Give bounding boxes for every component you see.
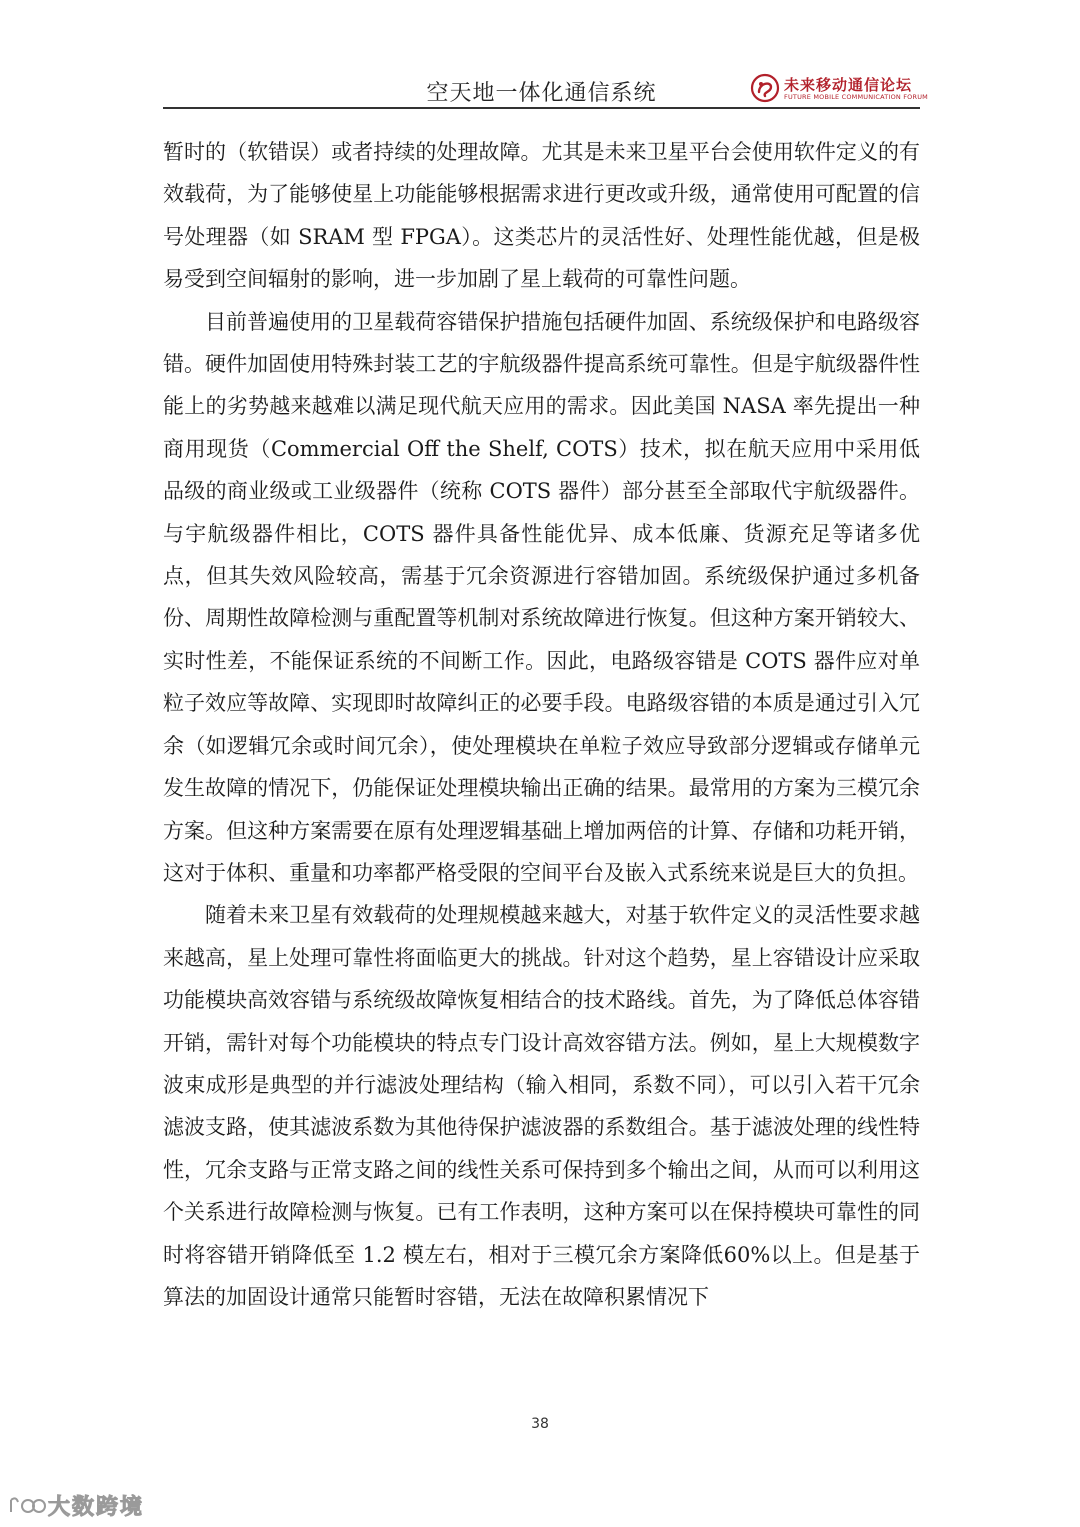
forum-logo-en: FUTURE MOBILE COMMUNICATION FORUM — [784, 93, 928, 101]
header-title: 空天地一体化通信系统 — [426, 81, 657, 106]
forum-logo-cn: 未来移动通信论坛 — [784, 76, 913, 94]
paragraph: 目前普遍使用的卫星载荷容错保护措施包括硬件加固、系统级保护和电路级容错。硬件加固使用特殊封装工艺的宇航级器件提高系统可靠性。但是宇航级器件性能上的劣势越来越难以满足现代航天应用的需求。因此美国 NASA 率先提出一种商用现货（Commercial Off the Shelf, COTS）技术，拟在航天应用中采用低品级的商业级或工业级器件（统称 COTS 器件）部分甚至全部取代宇航级器件。与宇航级器件相比，COTS 器件具备性能优异、成本低廉、货源充足等诸多优点，但其失效风险较高，需基于冗余资源进行容错加固。系统级保护通过多机备份、周期性故障检测与重配置等机制对系统故障进行恢复。但这种方案开销较大、实时性差，不能保证系统的不间断工作。因此，电路级容错是 COTS 器件应对单粒子效应等故障、实现即时故障纠正的必要手段。电路级容错的本质是通过引入冗余（如逻辑冗余或时间冗余），使处理模块在单粒子效应导致部分逻辑或存储单元发生故障的情况下，仍能保证处理模块输出正确的结果。最常用的方案为三模冗余方案。但这种方案需要在原有处理逻辑基础上增加两倍的计算、存储和功耗开销，这对于体积、重量和功率都严格受限的空间平台及嵌入式系统来说是巨大的负担。 — [163, 309, 920, 885]
page-number: 38 — [531, 1416, 549, 1432]
forum-logo — [750, 73, 928, 105]
paragraph: 暂时的（软错误）或者持续的处理故障。尤其是未来卫星平台会使用软件定义的有效载荷，为了能够使星上功能能够根据需求进行更改或升级，通常使用可配置的信号处理器（如 SRAM 型 FPGA）。这类芯片的灵活性好、处理性能优越，但是极易受到空间辐射的影响，进一步加剧了星上载荷的可靠性问题。 — [163, 140, 920, 292]
header-rule — [163, 107, 920, 109]
watermark-logo-icon — [8, 1492, 46, 1518]
paragraph: 随着未来卫星有效载荷的处理规模越来越大，对基于软件定义的灵活性要求越来越高，星上处理可靠性将面临更大的挑战。针对这个趋势，星上容错设计应采取功能模块高效容错与系统级故障恢复相结合的技术路线。首先，为了降低总体容错开销，需针对每个功能模块的特点专门设计高效容错方法。例如，星上大规模数字波束成形是典型的并行滤波处理结构（输入相同，系数不同），可以引入若干冗余滤波支路，使其滤波系数为其他待保护滤波器的系数组合。基于滤波处理的线性特性，冗余支路与正常支路之间的线性关系可保持到多个输出之间，从而可以利用这个关系进行故障检测与恢复。已有工作表明，这种方案可以在保持模块可靠性的同时将容错开销降低至 1.2 模左右，相对于三模冗余方案降低60%以上。但是基于算法的加固设计通常只能暂时容错，无法在故障积累情况下 — [163, 903, 920, 1309]
forum-logo-icon — [750, 73, 780, 103]
body-text — [163, 131, 920, 1318]
watermark-text: 大数跨境 — [48, 1495, 145, 1520]
page-header — [163, 70, 928, 110]
